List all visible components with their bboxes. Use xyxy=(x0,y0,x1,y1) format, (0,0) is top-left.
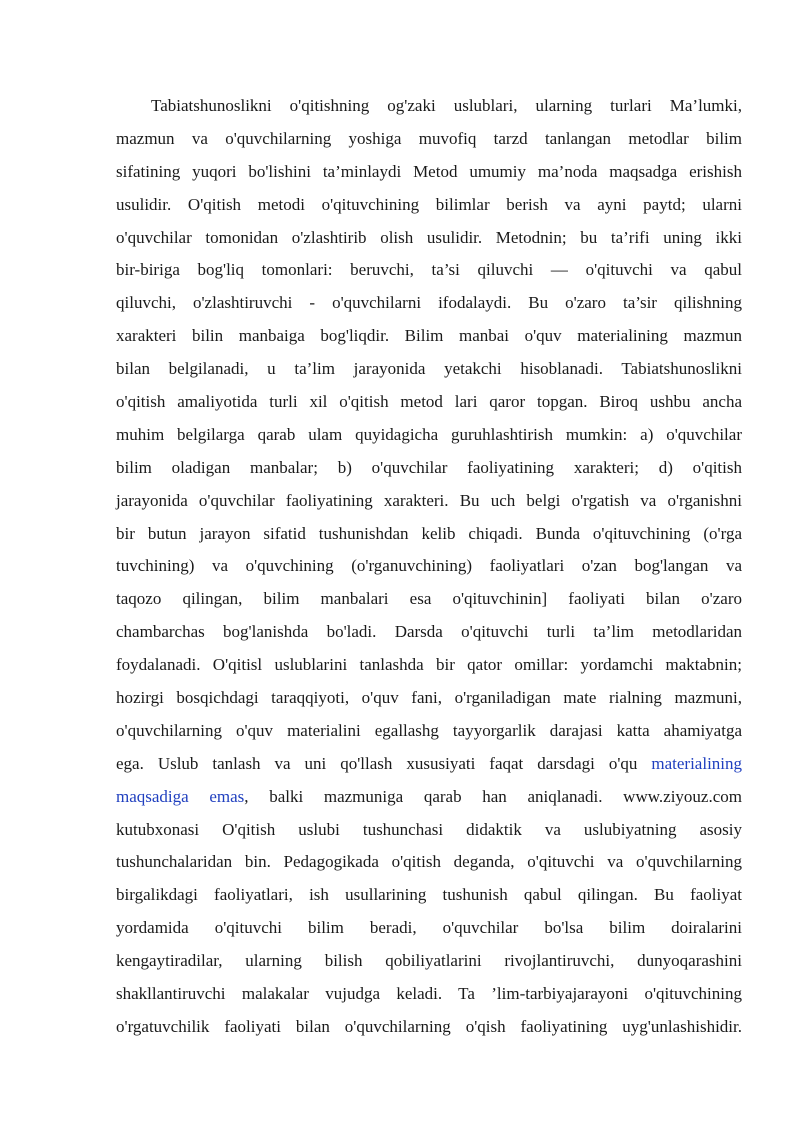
text-line: taqozo qilingan, bilim manbalari esa o'qituvchinin] faoliyati bilan o'zaro xyxy=(116,589,742,609)
text-line: usulidir. O'qitish metodi o'qituvchining bilimlar berish va ayni paytd; ularni xyxy=(116,194,742,214)
text-line: shakllantiruvchi malakalar vujudga keladi. Ta ’lim-tarbiyajarayoni o'qituvchining xyxy=(116,984,742,1004)
text-line: chambarchas bog'lanishda bo'ladi. Darsda o'qituvchi turli ta’lim metodlaridan xyxy=(116,622,742,642)
text-line: bir-biriga bog'liq tomonlari: beruvchi, ta’si qiluvchi — o'qituvchi va qabul xyxy=(116,260,742,280)
text-line: o'quvchilarning o'quv materialini egallashg tayyorgarlik darajasi katta ahamiyatga xyxy=(116,720,742,740)
text-line: bir butun jarayon sifatid tushunishdan kelib chiqadi. Bunda o'qituvchining (o'rga xyxy=(116,523,742,543)
text-line: mazmun va o'quvchilarning yoshiga muvofiq tarzd tanlangan metodlar bilim xyxy=(116,128,742,148)
text-line: tushunchalaridan bin. Pedagogikada o'qitish deganda, o'qituvchi va o'quvchilarning xyxy=(116,852,742,872)
text-line: xarakteri bilin manbaiga bog'liqdir. Bilim manbai o'quv materialining mazmun xyxy=(116,326,742,346)
text-line: o'quvchilar tomonidan o'zlashtirib olish usulidir. Metodnin; bu ta’rifi uning ikki xyxy=(116,227,742,247)
text-line: yordamida o'qituvchi bilim beradi, o'quvchilar bo'lsa bilim doiralarini xyxy=(116,918,742,938)
text-line: tuvchining) va o'quvchining (o'rganuvchining) faoliyatlari o'zan bog'langan va xyxy=(116,556,742,576)
materialining-link[interactable]: materialining xyxy=(651,753,743,773)
body-paragraph xyxy=(116,90,742,1044)
text-line: birgalikdagi faoliyatlari, ish usullarining tushunish qabul qilingan. Bu faoliyat xyxy=(116,885,742,905)
text-line: jarayonida o'quvchilar faoliyatining xarakteri. Bu uch belgi o'rgatish va o'rganishni xyxy=(116,490,742,510)
text-line: bilan belgilanadi, u ta’lim jarayonida yetakchi hisoblanadi. Tabiatshunoslikni xyxy=(116,359,742,379)
text-line: foydalanadi. O'qitisl uslublarini tanlashda bir qator omillar: yordamchi maktabnin; xyxy=(116,655,742,675)
text-line: o'rgatuvchilik faoliyati bilan o'quvchilarning o'qish faoliyatining uyg'unlashishidir. xyxy=(116,1016,742,1036)
text-line: o'qitish amaliyotida turli xil o'qitish metod lari qaror topgan. Biroq ushbu ancha xyxy=(116,392,742,412)
text-line: qiluvchi, o'zlashtiruvchi - o'quvchilarni ifodalaydi. Bu o'zaro ta’sir qilishning xyxy=(116,293,742,313)
text-line-with-link xyxy=(116,748,742,781)
text-line: sifatining yuqori bo'lishini ta’minlaydi Metod umumiy ma’noda maqsadga erishish xyxy=(116,161,742,181)
text-line: kengaytiradilar, ularning bilish qobiliyatlarini rivojlantiruvchi, dunyoqarashini xyxy=(116,951,742,971)
text-segment: , balki mazmuniga qarab han aniqlanadi. www.ziyouz.com xyxy=(244,786,742,806)
text-line: hozirgi bosqichdagi taraqqiyoti, o'quv fani, o'rganiladigan mate rialning mazmuni, xyxy=(116,688,742,708)
text-line: muhim belgilarga qarab ulam quyidagicha guruhlashtirish mumkin: a) o'quvchilar xyxy=(116,424,742,444)
text-line: kutubxonasi O'qitish uslubi tushunchasi didaktik va uslubiyatning asosiy xyxy=(116,819,742,839)
text-segment: ega. Uslub tanlash va uni qo'llash xususiyati faqat darsdagi o'qu xyxy=(116,753,638,773)
text-line-with-link xyxy=(116,781,742,814)
text-line: Tabiatshunoslikni o'qitishning og'zaki uslublari, ularning turlari Ma’lumki, xyxy=(151,96,742,115)
text-line: bilim oladigan manbalar; b) o'quvchilar faoliyatining xarakteri; d) o'qitish xyxy=(116,457,742,477)
maqsadiga-emas-link[interactable]: maqsadiga emas xyxy=(116,786,245,806)
